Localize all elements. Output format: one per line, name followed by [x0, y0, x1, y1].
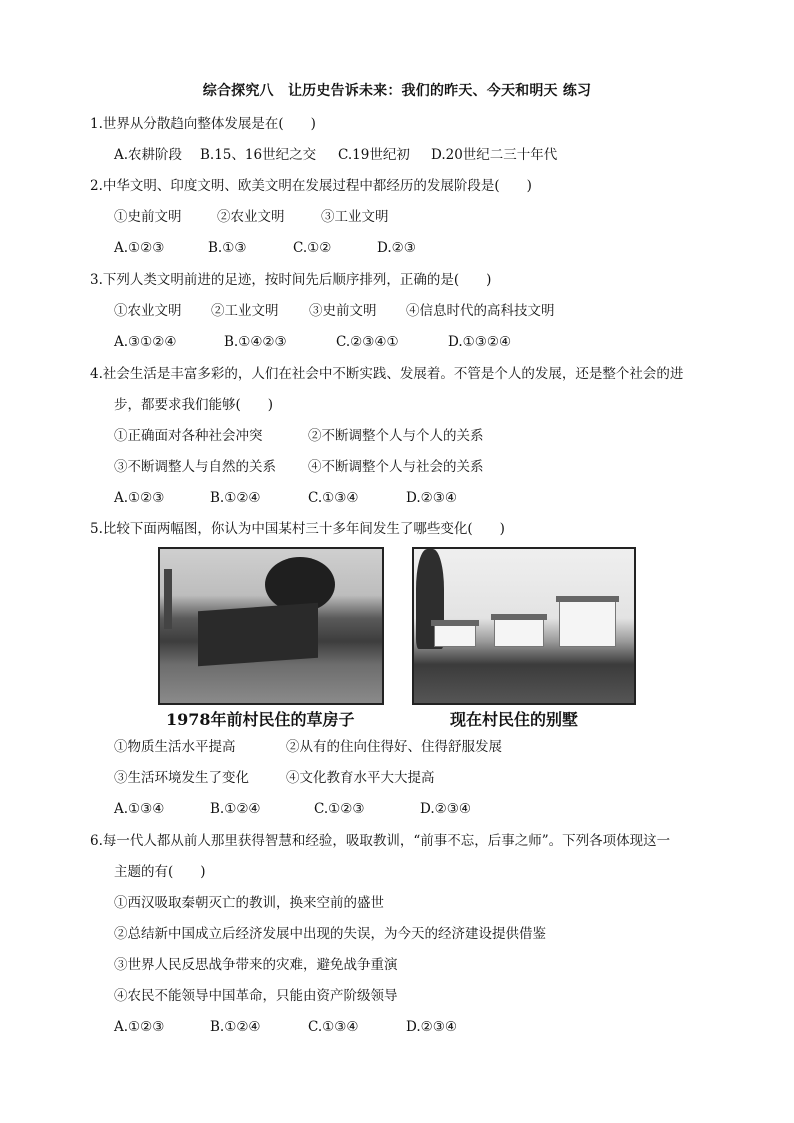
- photo-caption-left: 1978年前村民住的草房子: [166, 710, 355, 729]
- option-a[interactable]: A.①②③: [114, 1019, 165, 1035]
- question-2-options: [114, 238, 416, 258]
- option-b[interactable]: B.15、16世纪之交: [200, 147, 317, 163]
- option-d[interactable]: D.②③: [377, 240, 416, 256]
- option-d[interactable]: D.②③④: [406, 1019, 457, 1035]
- option-d[interactable]: D.②③④: [420, 801, 471, 817]
- item-4: ④信息时代的高科技文明: [406, 303, 555, 319]
- question-6-item-1: ①西汉吸取秦朝灭亡的教训，换来空前的盛世: [114, 895, 384, 911]
- option-d[interactable]: D.①③②④: [448, 334, 512, 350]
- question-3-stem: 3.下列人类文明前进的足迹，按时间先后顺序排列，正确的是( ): [90, 272, 492, 288]
- option-a[interactable]: A.①②③: [114, 490, 165, 506]
- item-3: ③不断调整人与自然的关系: [114, 459, 276, 475]
- question-6-item-3: ③世界人民反思战争带来的灾难，避免战争重演: [114, 957, 398, 973]
- question-5-options: [114, 799, 471, 819]
- option-c[interactable]: C.19世纪初: [338, 147, 410, 163]
- question-2-items: [114, 207, 389, 227]
- page-title: 综合探究八 让历史告诉未来：我们的昨天、今天和明天 练习: [202, 83, 592, 99]
- option-d[interactable]: D.②③④: [406, 490, 457, 506]
- item-2: ②农业文明: [217, 209, 285, 225]
- option-b[interactable]: B.①②④: [210, 801, 261, 817]
- question-5-items-row2: [114, 768, 435, 788]
- option-b[interactable]: B.①③: [208, 240, 247, 256]
- question-6-item-2: ②总结新中国成立后经济发展中出现的失误，为今天的经济建设提供借鉴: [114, 926, 546, 942]
- option-b[interactable]: B.①④②③: [224, 334, 287, 350]
- item-2: ②工业文明: [211, 303, 279, 319]
- item-1: ①史前文明: [114, 209, 182, 225]
- question-6-stem-line1: 6.每一代人都从前人那里获得智慧和经验，吸取教训，“前事不忘，后事之师”。下列各项体现这一: [90, 833, 671, 849]
- question-1-options: [114, 145, 557, 165]
- option-c[interactable]: C.①②: [293, 240, 332, 256]
- item-2: ②从有的住向住得好、住得舒服发展: [286, 739, 502, 755]
- option-c[interactable]: C.①③④: [308, 1019, 359, 1035]
- question-4-stem-line1: 4.社会生活是丰富多彩的，人们在社会中不断实践、发展着。不管是个人的发展，还是整个社会的进: [90, 366, 684, 382]
- question-4-items-row1: [114, 426, 484, 446]
- comparison-photos: [158, 547, 638, 707]
- question-3-items: [114, 301, 555, 321]
- item-3: ③工业文明: [321, 209, 389, 225]
- option-a[interactable]: A.农耕阶段: [114, 147, 183, 163]
- question-2-stem: 2.中华文明、印度文明、欧美文明在发展过程中都经历的发展阶段是( ): [90, 178, 532, 194]
- option-b[interactable]: B.①②④: [210, 1019, 261, 1035]
- question-6-stem-line2: 主题的有( ): [114, 864, 206, 880]
- question-3-options: [114, 332, 511, 352]
- option-d[interactable]: D.20世纪二三十年代: [431, 147, 558, 163]
- option-a[interactable]: A.①③④: [114, 801, 165, 817]
- item-1: ①物质生活水平提高: [114, 739, 236, 755]
- option-c[interactable]: C.①③④: [308, 490, 359, 506]
- item-3: ③生活环境发生了变化: [114, 770, 249, 786]
- option-c[interactable]: C.①②③: [314, 801, 365, 817]
- question-5-stem: 5.比较下面两幅图，你认为中国某村三十多年间发生了哪些变化( ): [90, 521, 505, 537]
- thatched-hut-photo: [158, 547, 384, 705]
- question-4-items-row2: [114, 457, 484, 477]
- question-6-options: [114, 1017, 457, 1037]
- item-2: ②不断调整个人与个人的关系: [308, 428, 484, 444]
- item-3: ③史前文明: [309, 303, 377, 319]
- item-1: ①正确面对各种社会冲突: [114, 428, 263, 444]
- option-b[interactable]: B.①②④: [210, 490, 261, 506]
- question-4-stem-line2: 步，都要求我们能够( ): [114, 397, 274, 413]
- item-1: ①农业文明: [114, 303, 182, 319]
- option-a[interactable]: A.①②③: [114, 240, 165, 256]
- option-c[interactable]: C.②③④①: [336, 334, 399, 350]
- item-4: ④文化教育水平大大提高: [286, 770, 435, 786]
- question-4-options: [114, 488, 457, 508]
- question-1-stem: 1.世界从分散趋向整体发展是在( ): [90, 116, 316, 132]
- villa-photo: [412, 547, 636, 705]
- question-5-items-row1: [114, 737, 502, 757]
- item-4: ④不断调整个人与社会的关系: [308, 459, 484, 475]
- option-a[interactable]: A.③①②④: [114, 334, 177, 350]
- question-6-item-4: ④农民不能领导中国革命，只能由资产阶级领导: [114, 988, 398, 1004]
- photo-caption-right: 现在村民住的别墅: [450, 710, 579, 729]
